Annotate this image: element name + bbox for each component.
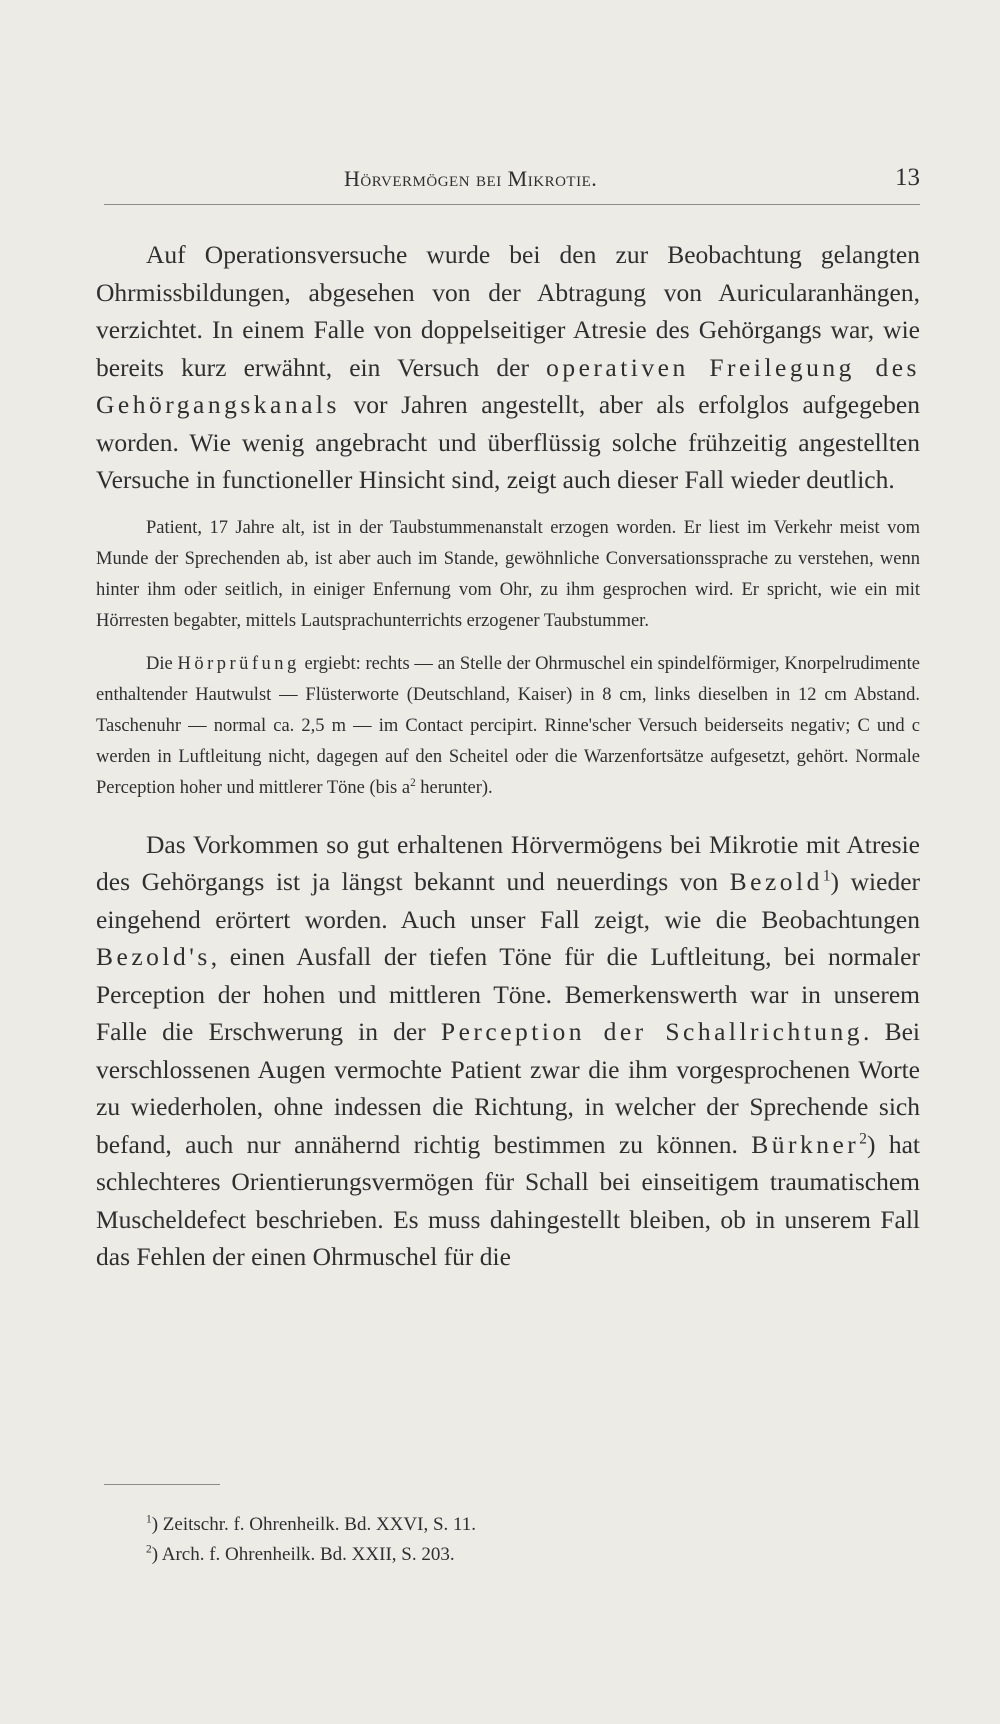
footnote-1 bbox=[146, 1510, 846, 1540]
author-name: Bezold bbox=[729, 867, 823, 896]
author-name: Bezold's bbox=[96, 942, 211, 971]
page-number: 13 bbox=[895, 164, 920, 191]
spaced-emphasis: Hörprüfung bbox=[177, 653, 300, 674]
paragraph-operations bbox=[96, 236, 920, 499]
footnote-rule bbox=[104, 1484, 220, 1485]
footnote-mark: 2 bbox=[146, 1543, 152, 1556]
paragraph-text: , einen Ausfall der tiefen Töne für die Luftleitung, bei normaler Perception der hohen und mittleren Töne. Bemerkenswerth war in unserem Falle die Erschwerung in der bbox=[96, 942, 920, 1046]
paragraph-text: Die bbox=[146, 653, 178, 674]
running-header bbox=[104, 166, 920, 202]
header-rule bbox=[104, 204, 920, 205]
superscript: 2 bbox=[410, 776, 416, 789]
paragraph-text: vor Jahren angestellt, aber als erfolglos aufgegeben worden. Wie wenig angebracht und überflüssig solche frühzeitig angestellten Versuche in functioneller Hinsicht sind, zeigt auch dieser Fall wieder deutlich. bbox=[96, 390, 920, 494]
paragraph-text: Das Vorkommen so gut erhaltenen Hörvermögens bei Mikrotie mit Atresie des Gehörgangs ist ja längst bekannt und neuerdings von bbox=[96, 829, 920, 896]
paragraph-text: herunter). bbox=[415, 777, 493, 798]
running-title: Hörvermögen bei Mikrotie. bbox=[344, 166, 598, 191]
spaced-emphasis: operativen Freilegung des Gehörgangskanals bbox=[96, 352, 920, 419]
case-description: Patient, 17 Jahre alt, ist in der Taubstummenanstalt erzogen worden. Er liest im Verkehr meist vom Munde der Sprechenden ab, ist aber auch im Stande, gewöhnliche Conversationssprache zu verstehen, wenn hinter ihm oder seitlich, in einiger Enfernung vom Ohr, zu ihm gesprochen wird. Er spricht, wie ein mit Hörresten begabter, mittels Lautsprachunterrichts erzogener Taubstummer. bbox=[96, 517, 920, 631]
footnote-2 bbox=[146, 1540, 846, 1570]
paragraph-discussion bbox=[96, 826, 920, 1276]
paragraph-text: Auf Operationsversuche wurde bei den zur Beobachtung gelangten Ohrmissbildungen, abgesehen von der Abtragung von Auricularanhängen, verzichtet. In einem Falle von doppelseitiger Atresie des Gehörgangs war, wie bereits kurz erwähnt, ein Versuch der bbox=[96, 240, 920, 382]
footnote-text: ) Zeitschr. f. Ohrenheilk. Bd. XXVI, S. 11. bbox=[151, 1514, 477, 1535]
author-name: Bürkner bbox=[751, 1129, 860, 1159]
spaced-emphasis: Perception der Schallrichtung bbox=[440, 1017, 864, 1046]
body-text bbox=[96, 236, 920, 1276]
footnotes bbox=[146, 1510, 846, 1570]
paragraph-text: . Bei verschlossenen Augen vermochte Patient zwar die ihm vorgesprochenen Worte zu wiederholen, ohne indessen die Richtung, in welcher der Sprechende sich befand, auch nur annähernd richtig bestimmen zu können. bbox=[96, 1017, 920, 1159]
footnote-text: ) Arch. f. Ohrenheilk. Bd. XXII, S. 203. bbox=[151, 1544, 455, 1565]
footnote-ref[interactable]: 2 bbox=[859, 1130, 867, 1147]
footnote-ref[interactable]: 1 bbox=[822, 867, 831, 885]
hearing-test-paragraph bbox=[96, 649, 920, 804]
paragraph-text: ) hat schlechteres Orientierungsvermögen für Schall bei einseitigem traumatischem Muscheldefect beschrieben. Es muss dahingestellt bleiben, ob in unserem Fall das Fehlen der einen Ohrmuschel für die bbox=[96, 1129, 920, 1271]
paragraph-text: ) wieder eingehend erörtert worden. Auch unser Fall zeigt, wie die Beobachtungen bbox=[96, 867, 920, 934]
paragraph-text: ergiebt: rechts — an Stelle der Ohrmuschel ein spindelförmiger, Knorpelrudimente enthaltender Hautwulst — Flüsterworte (Deutschland, Kaiser) in 8 cm, links dieselben in 12 cm Abstand. Taschenuhr — normal ca. 2,5 m — im Contact percipirt. Rinne'scher Versuch beiderseits negativ; C und c werden in Luftleitung nicht, dagegen auf den Scheitel oder die Warzenfortsätze aufgesetzt, gehört. Normale Perception hoher und mittlerer Töne (bis a bbox=[96, 653, 920, 798]
footnote-mark: 1 bbox=[146, 1513, 152, 1526]
